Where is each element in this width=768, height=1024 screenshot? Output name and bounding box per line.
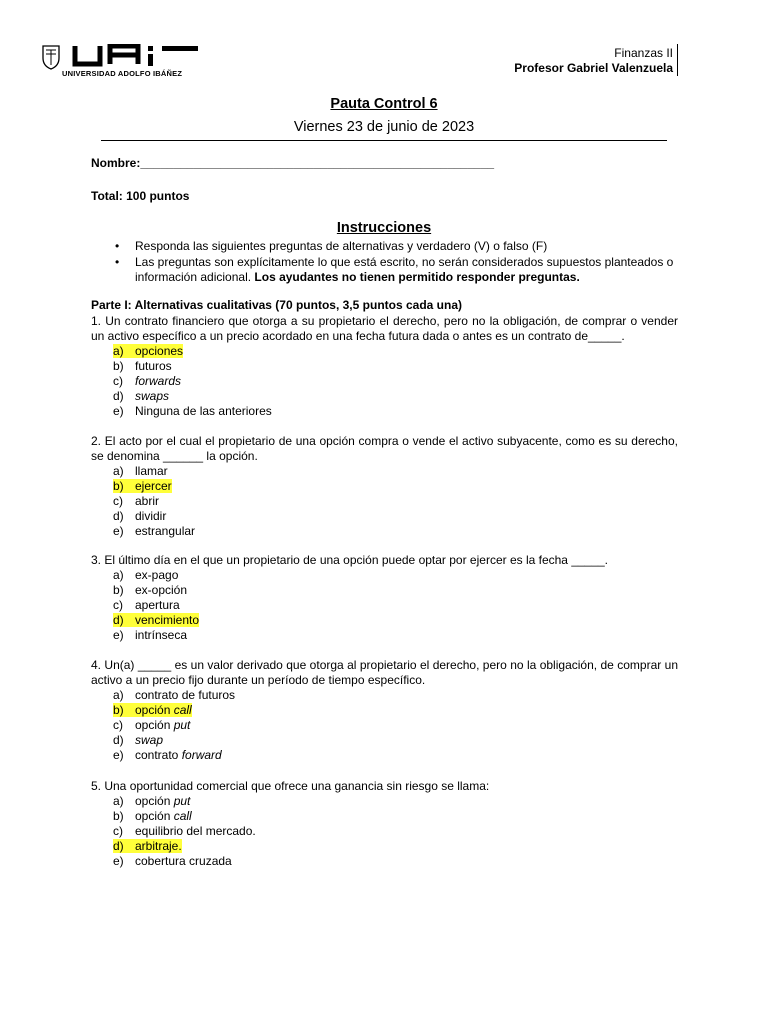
total-points: Total: 100 puntos xyxy=(91,189,190,203)
option-list xyxy=(91,464,678,539)
answer-content xyxy=(113,389,169,403)
option-text: dividir xyxy=(135,509,167,523)
answer-option xyxy=(113,509,678,524)
option-letter: d) xyxy=(113,733,124,747)
course-name: Finanzas II xyxy=(614,46,673,60)
option-letter: d) xyxy=(113,389,124,403)
answer-option xyxy=(113,389,678,404)
answer-content xyxy=(113,568,178,582)
instruction-text: Responda las siguientes preguntas de alternativas y verdadero (V) o falso (F) xyxy=(135,239,548,253)
answer-content xyxy=(113,688,235,702)
option-letter: b) xyxy=(113,359,124,373)
answer-option xyxy=(113,688,678,703)
name-field: Nombre:_____________________________________________________ xyxy=(91,156,495,170)
page-title: Pauta Control 6 xyxy=(330,96,438,112)
option-list xyxy=(91,568,678,643)
option-letter: c) xyxy=(113,494,123,508)
answer-option xyxy=(113,464,678,479)
option-text: opciones xyxy=(135,344,184,358)
option-letter: a) xyxy=(113,464,124,478)
option-letter: b) xyxy=(113,479,124,493)
option-text: vencimiento xyxy=(135,613,200,627)
option-letter: a) xyxy=(113,568,124,582)
option-text: intrínseca xyxy=(135,628,188,642)
option-letter: d) xyxy=(113,613,124,627)
option-text: opción xyxy=(135,703,174,717)
option-letter: c) xyxy=(113,598,123,612)
option-text: contrato xyxy=(135,748,182,762)
instruction-emphasis: Los ayudantes no tienen permitido responder preguntas. xyxy=(254,270,580,284)
professor-name: Profesor Gabriel Valenzuela xyxy=(514,61,673,75)
question-text: 4. Un(a) _____ es un valor derivado que otorga al propietario el derecho, pero no la obligación, de comprar un activo a un precio fijo durante un período de tiempo específico. xyxy=(91,658,678,687)
option-italic-text: put xyxy=(173,794,191,808)
option-italic-text: swap xyxy=(135,733,164,747)
correct-answer-highlight xyxy=(113,344,183,358)
option-text: opción xyxy=(135,809,174,823)
answer-content xyxy=(113,628,187,642)
question-text: 5. Una oportunidad comercial que ofrece una ganancia sin riesgo se llama: xyxy=(91,779,490,793)
correct-answer-highlight xyxy=(113,479,172,493)
question-5 xyxy=(91,779,678,869)
option-list xyxy=(91,794,678,869)
question-text: 1. Un contrato financiero que otorga a su propietario el derecho, pero no la obligación, de comprar o vender un activo específico a un precio acordado en una fecha futura dada o antes es un contrato de_____. xyxy=(91,314,678,343)
option-text: ex-opción xyxy=(135,583,188,597)
question-3 xyxy=(91,553,678,643)
answer-option xyxy=(113,374,678,389)
option-text: Ninguna de las anteriores xyxy=(135,404,272,418)
option-letter: c) xyxy=(113,374,123,388)
option-text: equilibrio del mercado. xyxy=(135,824,256,838)
answer-option xyxy=(113,809,678,824)
option-letter: a) xyxy=(113,344,124,358)
answer-content xyxy=(113,464,168,478)
option-letter: e) xyxy=(113,854,124,868)
option-letter: c) xyxy=(113,824,123,838)
option-letter: e) xyxy=(113,404,124,418)
answer-content xyxy=(113,854,232,868)
answer-content xyxy=(113,509,166,523)
part-heading: Parte I: Alternativas cualitativas (70 puntos, 3,5 puntos cada una) xyxy=(91,298,462,312)
option-letter: c) xyxy=(113,718,123,732)
option-text: ejercer xyxy=(135,479,172,493)
option-italic-text: put xyxy=(173,718,191,732)
option-text: ex-pago xyxy=(135,568,179,582)
option-text: cobertura cruzada xyxy=(135,854,232,868)
answer-option xyxy=(113,494,678,509)
question-text: 3. El último día en el que un propietario de una opción puede optar por ejercer es la fecha _____. xyxy=(91,553,609,567)
instructions-list xyxy=(115,239,680,286)
instructions-heading: Instrucciones xyxy=(336,220,432,236)
instruction-item xyxy=(115,255,680,286)
option-text: opción xyxy=(135,794,174,808)
correct-answer-highlight xyxy=(113,613,199,627)
answer-content xyxy=(113,733,163,747)
option-text: opción xyxy=(135,718,174,732)
option-text: contrato de futuros xyxy=(135,688,236,702)
answer-content xyxy=(113,598,180,612)
answer-option xyxy=(113,479,678,494)
option-text: llamar xyxy=(135,464,168,478)
answer-option xyxy=(113,598,678,613)
header-divider xyxy=(677,44,678,76)
answer-option xyxy=(113,748,678,763)
answer-content xyxy=(113,794,190,808)
answer-option xyxy=(113,733,678,748)
option-text: futuros xyxy=(135,359,172,373)
answer-content xyxy=(113,359,172,373)
answer-option xyxy=(113,794,678,809)
answer-content xyxy=(113,809,192,823)
option-letter: e) xyxy=(113,628,124,642)
instruction-text: Las preguntas son explícitamente lo que está escrito, no serán considerados supuestos planteados o información adicional. xyxy=(135,254,674,284)
answer-option xyxy=(113,718,678,733)
answer-option xyxy=(113,628,678,643)
answer-option xyxy=(113,854,678,869)
answer-option xyxy=(113,359,678,374)
university-logo xyxy=(42,44,202,82)
question-1 xyxy=(91,314,678,419)
answer-option xyxy=(113,613,678,628)
option-letter: e) xyxy=(113,748,124,762)
option-letter: b) xyxy=(113,583,124,597)
answer-content xyxy=(113,824,256,838)
option-list xyxy=(91,688,678,763)
exam-date: Viernes 23 de junio de 2023 xyxy=(293,119,475,135)
answer-option xyxy=(113,524,678,539)
answer-option xyxy=(113,824,678,839)
answer-content xyxy=(113,748,222,762)
option-letter: d) xyxy=(113,839,124,853)
option-italic-text: forwards xyxy=(135,374,182,388)
title-rule xyxy=(101,140,667,141)
instruction-item xyxy=(115,239,680,255)
option-text: estrangular xyxy=(135,524,196,538)
correct-answer-highlight xyxy=(113,839,182,853)
option-letter: a) xyxy=(113,794,124,808)
university-name: UNIVERSIDAD ADOLFO IBÁÑEZ xyxy=(62,69,183,78)
option-text: abrir xyxy=(135,494,160,508)
question-4 xyxy=(91,658,678,763)
option-letter: d) xyxy=(113,509,124,523)
answer-content xyxy=(113,494,159,508)
option-italic-text: call xyxy=(173,703,192,717)
option-letter: e) xyxy=(113,524,124,538)
question-2 xyxy=(91,434,678,539)
option-list xyxy=(91,344,678,419)
option-italic-text: call xyxy=(173,809,192,823)
option-letter: b) xyxy=(113,703,124,717)
answer-option xyxy=(113,839,678,854)
answer-content xyxy=(113,583,187,597)
part1-title xyxy=(91,298,678,313)
option-text: apertura xyxy=(135,598,180,612)
answer-option xyxy=(113,583,678,598)
answer-option xyxy=(113,703,678,718)
header-info xyxy=(514,46,673,76)
answer-option xyxy=(113,344,678,359)
correct-answer-highlight xyxy=(113,703,192,717)
answer-content xyxy=(113,374,181,388)
answer-option xyxy=(113,404,678,419)
option-text: arbitraje. xyxy=(135,839,182,853)
option-italic-text: swaps xyxy=(135,389,170,403)
option-italic-text: forward xyxy=(181,748,222,762)
option-letter: b) xyxy=(113,809,124,823)
question-text: 2. El acto por el cual el propietario de una opción compra o vende el activo subyacente, como es su derecho, se denomina ______ la opción. xyxy=(91,434,678,463)
answer-content xyxy=(113,718,190,732)
uai-emblem-icon xyxy=(42,44,202,70)
answer-content xyxy=(113,404,272,418)
answer-option xyxy=(113,568,678,583)
option-letter: a) xyxy=(113,688,124,702)
answer-content xyxy=(113,524,195,538)
